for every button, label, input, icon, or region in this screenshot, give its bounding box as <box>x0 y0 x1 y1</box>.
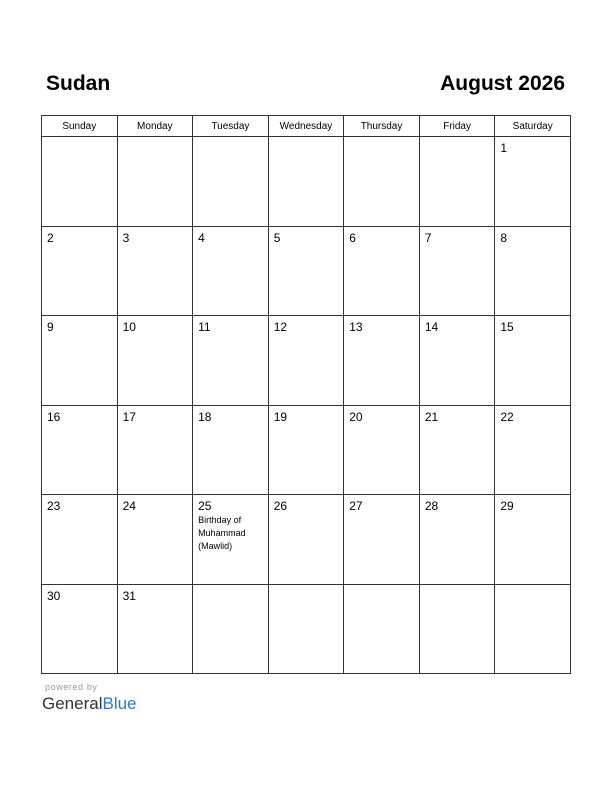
day-cell <box>495 226 571 316</box>
week-row <box>42 405 571 495</box>
day-cell <box>193 405 269 495</box>
day-cell <box>193 316 269 406</box>
day-number: 2 <box>47 230 54 245</box>
day-number: 27 <box>349 499 363 513</box>
powered-by-text: powered by <box>45 682 98 692</box>
day-number: 25 <box>198 499 212 513</box>
week-row <box>42 584 571 674</box>
weekday-header-row <box>42 116 571 137</box>
holiday-label: Birthday of Muhammad (Mawlid) <box>198 515 246 551</box>
day-cell <box>419 226 495 316</box>
weekday-saturday: Saturday <box>495 116 571 137</box>
day-number: 26 <box>273 499 288 513</box>
day-cell <box>117 584 193 674</box>
day-cell <box>419 316 495 406</box>
day-number: 21 <box>424 409 439 424</box>
day-cell <box>344 495 420 585</box>
day-cell <box>495 495 571 585</box>
calendar-grid <box>41 115 571 674</box>
day-cell <box>193 495 269 585</box>
day-number: 11 <box>198 320 211 334</box>
day-cell <box>117 226 193 316</box>
empty-day-cell <box>42 137 118 227</box>
day-number: 19 <box>273 409 288 424</box>
day-number: 1 <box>500 141 508 155</box>
day-number: 12 <box>273 320 288 334</box>
empty-day-cell <box>495 584 571 674</box>
day-number: 9 <box>47 320 54 334</box>
day-cell <box>344 226 420 316</box>
empty-day-cell <box>268 584 344 674</box>
calendar-body <box>42 137 571 674</box>
day-cell <box>268 226 344 316</box>
empty-day-cell <box>117 137 193 227</box>
day-number: 29 <box>500 499 514 513</box>
day-number: 30 <box>47 588 61 603</box>
day-cell <box>495 137 571 227</box>
weekday-sunday: Sunday <box>42 116 118 137</box>
day-number: 10 <box>122 320 136 334</box>
day-cell <box>268 316 344 406</box>
day-number: 15 <box>500 320 514 334</box>
weekday-monday: Monday <box>117 116 193 137</box>
brand-blue-text: Blue <box>102 694 137 713</box>
day-number: 7 <box>424 230 432 245</box>
week-row <box>42 316 571 406</box>
day-cell <box>419 495 495 585</box>
day-number: 3 <box>122 230 130 245</box>
country-title: Sudan <box>46 72 111 95</box>
day-number: 18 <box>198 409 212 424</box>
empty-day-cell <box>419 137 495 227</box>
day-cell <box>344 405 420 495</box>
day-number: 31 <box>122 588 136 603</box>
day-number: 13 <box>349 320 363 334</box>
empty-day-cell <box>419 584 495 674</box>
day-cell <box>42 226 118 316</box>
day-number: 4 <box>198 230 205 245</box>
empty-day-cell <box>193 584 269 674</box>
day-cell <box>419 405 495 495</box>
day-cell <box>42 495 118 585</box>
week-row <box>42 137 571 227</box>
day-number: 23 <box>47 499 61 513</box>
day-number: 16 <box>47 409 61 424</box>
weekday-wednesday: Wednesday <box>268 116 344 137</box>
empty-day-cell <box>344 584 420 674</box>
day-cell <box>193 226 269 316</box>
day-cell <box>117 316 193 406</box>
day-number: 22 <box>500 409 514 424</box>
day-number: 20 <box>349 409 363 424</box>
month-year-title: August 2026 <box>440 72 565 95</box>
day-cell <box>344 316 420 406</box>
brand-general-text: General <box>42 694 103 713</box>
weekday-thursday: Thursday <box>344 116 420 137</box>
week-row <box>42 495 571 585</box>
day-cell <box>42 405 118 495</box>
day-number: 28 <box>424 499 439 513</box>
day-cell <box>117 495 193 585</box>
empty-day-cell <box>268 137 344 227</box>
week-row <box>42 226 571 316</box>
day-number: 24 <box>122 499 136 513</box>
day-number: 6 <box>349 230 356 245</box>
day-cell <box>268 405 344 495</box>
day-number: 8 <box>500 230 508 245</box>
empty-day-cell <box>193 137 269 227</box>
day-number: 5 <box>273 230 281 245</box>
day-number: 14 <box>424 320 439 334</box>
weekday-friday: Friday <box>419 116 495 137</box>
empty-day-cell <box>344 137 420 227</box>
day-cell <box>42 584 118 674</box>
day-cell <box>42 316 118 406</box>
weekday-tuesday: Tuesday <box>193 116 269 137</box>
day-number: 17 <box>122 409 136 424</box>
generalblue-logo[interactable] <box>42 694 137 714</box>
day-cell <box>268 495 344 585</box>
day-cell <box>495 405 571 495</box>
day-cell <box>495 316 571 406</box>
day-cell <box>117 405 193 495</box>
